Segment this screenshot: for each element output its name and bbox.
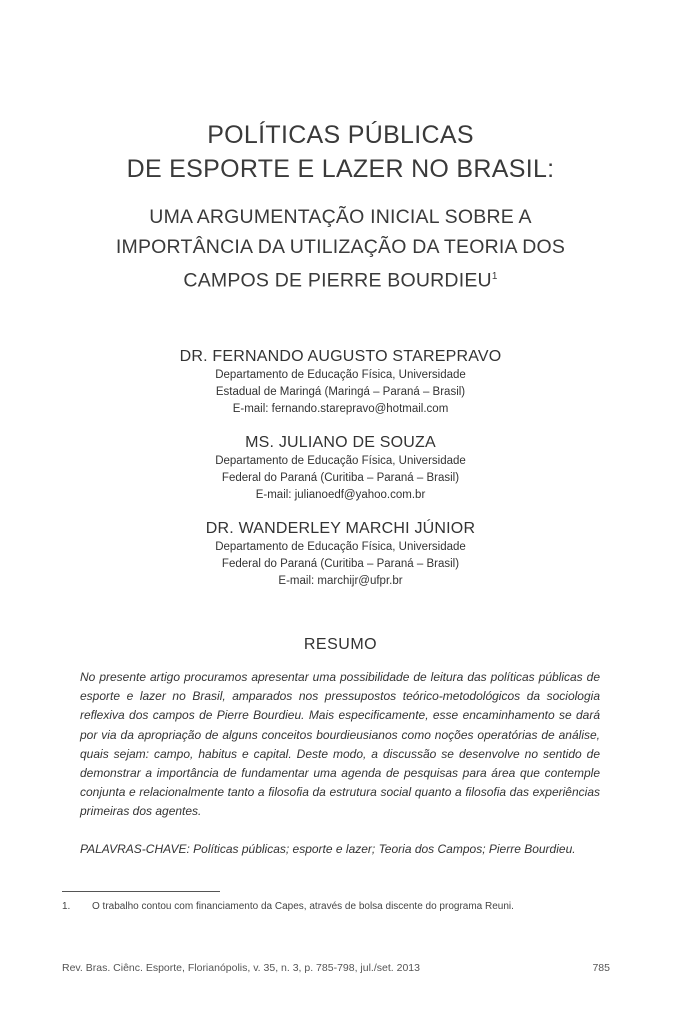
abstract-text: No presente artigo procuramos apresentar uma possibilidade de leitura das políticas públicas de esporte e lazer no Brasil, amparados nos pressupostos teórico-metodológicos da sociologia reflexiva dos campos de Pierre Bourdieu. Mais especificamente, esse encaminhamento se dará por via da apropriação de alguns conceitos bourdieusianos como noções operatórias de análise, quais sejam: campo, habitus e capital. Deste modo, a discussão se desenvolve no sentido de demonstrar a importância de fundamentar uma agenda de pesquisas para área que contemple conjunta e relacionalmente tanto a filosofia da estrutura social quanto a filosofia das experiências primeiras dos agentes. — [80, 670, 600, 819]
author-3 — [0, 519, 681, 590]
author-1 — [0, 347, 681, 418]
author-name: MS. JULIANO DE SOUZA — [245, 434, 436, 451]
subtitle — [0, 202, 681, 296]
author-list — [0, 347, 681, 605]
footnote-marker[interactable]: 1 — [491, 271, 498, 282]
author-email: E-mail: marchijr@ufpr.br — [278, 575, 403, 587]
title-line-2: DE ESPORTE E LAZER NO BRASIL: — [126, 155, 555, 183]
article-title — [0, 118, 681, 296]
author-2 — [0, 433, 681, 504]
footnote-text: O trabalho contou com financiamento da Capes, através de bolsa discente do programa Reuni. — [92, 901, 514, 912]
author-name: DR. WANDERLEY MARCHI JÚNIOR — [205, 520, 476, 537]
author-email: E-mail: fernando.starepravo@hotmail.com — [232, 403, 449, 415]
subtitle-line-1: UMA ARGUMENTAÇÃO INICIAL SOBRE A — [149, 206, 532, 228]
subtitle-line-3-text: CAMPOS DE PIERRE BOURDIEU — [183, 269, 492, 292]
journal-citation: Rev. Bras. Ciênc. Esporte, Florianópolis, v. 35, n. 3, p. 785-798, jul./set. 2013 — [62, 962, 420, 974]
page-footer — [62, 962, 610, 974]
title-line-1: POLÍTICAS PÚBLICAS — [207, 121, 474, 149]
page-number: 785 — [592, 962, 610, 974]
author-affiliation-1: Departamento de Educação Física, Universidade — [215, 455, 466, 467]
author-affiliation-2: Federal do Paraná (Curitiba – Paraná – Brasil) — [221, 558, 460, 570]
footnote — [62, 901, 622, 912]
author-affiliation-2: Estadual de Maringá (Maringá – Paraná – Brasil) — [215, 386, 466, 398]
footnote-number: 1. — [62, 901, 71, 912]
keywords: PALAVRAS-CHAVE: Políticas públicas; esporte e lazer; Teoria dos Campos; Pierre Bourdieu. — [80, 842, 576, 856]
author-affiliation-1: Departamento de Educação Física, Universidade — [215, 541, 466, 553]
author-affiliation-2: Federal do Paraná (Curitiba – Paraná – Brasil) — [221, 472, 460, 484]
author-name: DR. FERNANDO AUGUSTO STAREPRAVO — [179, 348, 502, 365]
author-email: E-mail: julianoedf@yahoo.com.br — [255, 489, 426, 501]
author-affiliation-1: Departamento de Educação Física, Universidade — [215, 369, 466, 381]
subtitle-line-2: IMPORTÂNCIA DA UTILIZAÇÃO DA TEORIA DOS — [115, 236, 566, 258]
abstract-heading: RESUMO — [303, 636, 378, 653]
footnote-divider — [62, 891, 220, 892]
subtitle-line-3 — [0, 262, 681, 296]
